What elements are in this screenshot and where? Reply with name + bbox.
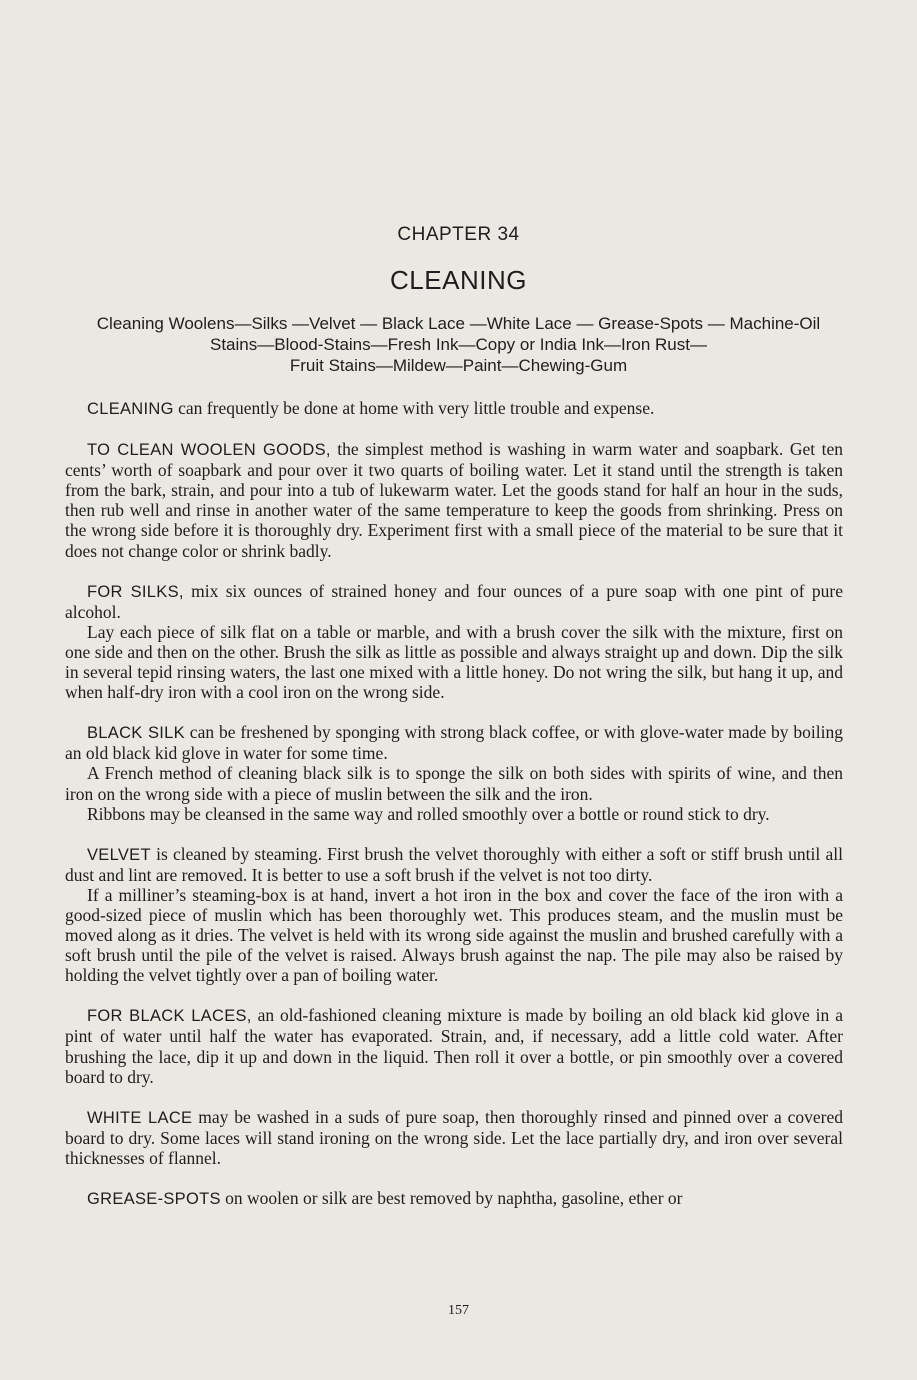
chapter-contents-summary (60, 313, 857, 376)
paragraph-lead: WHITE LACE (87, 1108, 193, 1127)
paragraph-grease-spots (65, 1188, 843, 1209)
paragraph-text: may be washed in a suds of pure soap, then thoroughly rinsed and pinned over a covered board to dry. Some laces will stand ironing on the wrong side. Let the lace partially dry, and iron over several thicknesses of flannel. (65, 1106, 843, 1168)
paragraph-black-silk-french: A French method of cleaning black silk is to sponge the silk on both sides with spirits of wine, and then iron on the wrong side with a piece of muslin between the silk and the iron. (65, 763, 843, 804)
paragraph-white-lace (65, 1107, 843, 1168)
contents-line: Fruit Stains—Mildew—Paint—Chewing-Gum (289, 356, 628, 375)
paragraph-woolen (65, 439, 843, 561)
paragraph-intro (65, 398, 843, 419)
paragraph-silks (65, 581, 843, 622)
paragraph-text: mix six ounces of strained honey and four ounces of a pure soap with one pint of pure alcohol. (65, 580, 843, 622)
contents-line: Stains—Blood-Stains—Fresh Ink—Copy or India Ink—Iron Rust— (210, 335, 707, 354)
paragraph-lead: TO CLEAN WOOLEN GOODS, (87, 441, 331, 460)
paragraph-lead: FOR SILKS, (87, 582, 184, 601)
paragraph-lead: VELVET (87, 845, 151, 864)
paragraph-black-laces (65, 1005, 843, 1086)
chapter-number: CHAPTER 34 (397, 224, 520, 245)
paragraph-lead: BLACK SILK (87, 724, 185, 743)
chapter-body (65, 398, 843, 1209)
paragraph-text: on woolen or silk are best removed by naphtha, gasoline, ether or (220, 1188, 683, 1208)
page-number: 157 (448, 1303, 469, 1318)
paragraph-text: the simplest method is washing in warm water and soapbark. Get ten cents’ worth of soapbark and pour over it two quarts of boiling water. Let it stand until the strength is taken from the bark, strain, and pour into a tub of lukewarm water. Let the goods stand for half an hour in the suds, then rub well and rinse in another water of the same temperature to keep the goods from shrinking. Press on the wrong side before it is thoroughly dry. Experiment first with a small piece of the material to be sure that it does not change color or shrink badly. (65, 439, 843, 561)
paragraph-lead: CLEANING (87, 400, 174, 418)
paragraph-lead: GREASE-SPOTS (87, 1190, 221, 1208)
paragraph-silks-continued: Lay each piece of silk flat on a table or marble, and with a brush cover the silk with the mixture, first on one side and then on the other. Brush the silk as little as possible and always straight up and down. Dip the silk in several tepid rinsing waters, the last one mixed with a little honey. Do not wring the silk, but hang it up, and when half-dry iron with a cool iron on the wrong side. (65, 621, 843, 703)
paragraph-text: an old-fashioned cleaning mixture is made by boiling an old black kid glove in a pint of water until half the water has evaporated. Strain, and, if necessary, add a little cold water. After brushing the lace, dip it up and down in the liquid. Then roll it over a bottle, or pin smoothly over a covered board to dry. (65, 1005, 843, 1087)
paragraph-text: can frequently be done at home with very little trouble and expense. (173, 398, 655, 418)
chapter-title: CLEANING (390, 265, 527, 295)
paragraph-velvet (65, 844, 843, 885)
paragraph-text: is cleaned by steaming. First brush the velvet thoroughly with either a soft or stiff brush until all dust and lint are removed. It is better to use a soft brush if the velvet is not too dirty. (65, 843, 843, 885)
contents-line: Cleaning Woolens—Silks —Velvet — Black Lace —White Lace — Grease-Spots — Machine-Oil (96, 314, 821, 333)
paragraph-velvet-steaming: If a milliner’s steaming-box is at hand, invert a hot iron in the box and cover the face of the iron with a good-sized piece of muslin which has been thoroughly wet. This produces steam, and the muslin must be moved along as it dries. The velvet is held with its wrong side against the muslin and brushed carefully with a soft brush until the pile of the velvet is raised. Always brush against the nap. The pile may also be raised by holding the velvet tightly over a pan of boiling water. (65, 884, 843, 986)
paragraph-black-silk (65, 722, 843, 763)
paragraph-ribbons: Ribbons may be cleansed in the same way and rolled smoothly over a bottle or round stick to dry. (87, 803, 770, 824)
paragraph-text: can be freshened by sponging with strong black coffee, or with glove-water made by boiling an old black kid glove in water for some time. (65, 722, 843, 764)
paragraph-lead: FOR BLACK LACES, (87, 1007, 252, 1026)
